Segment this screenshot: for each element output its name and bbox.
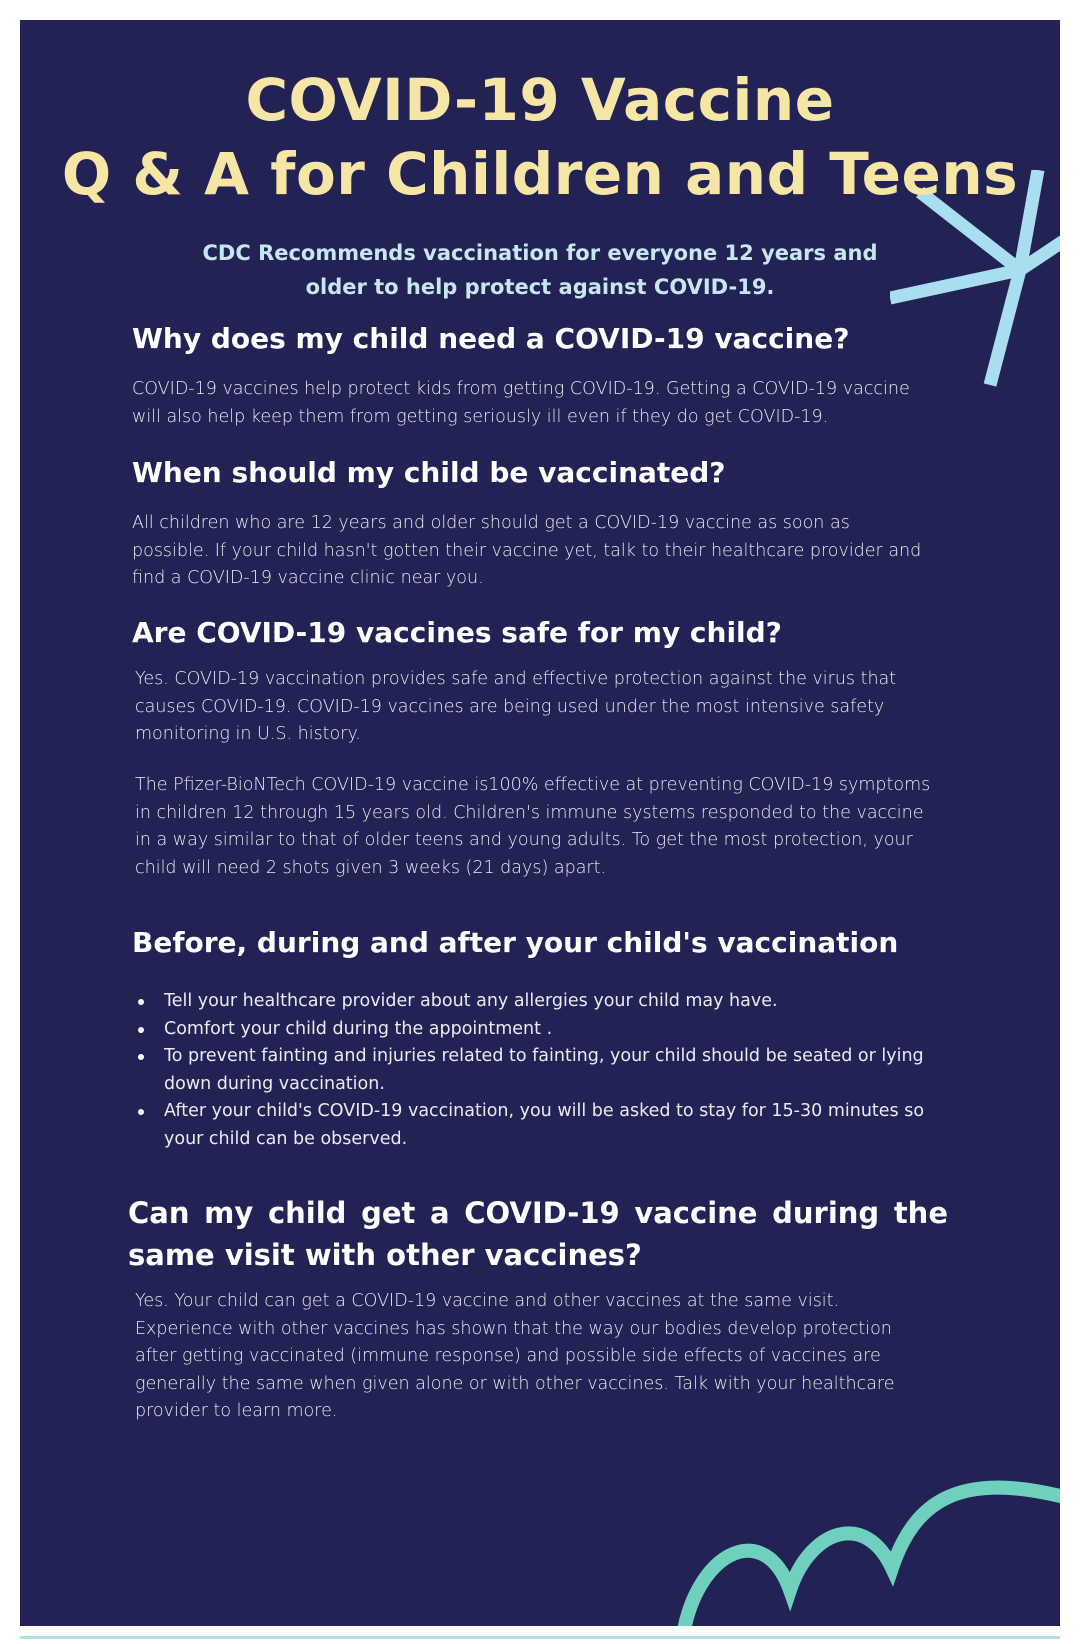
question-why-vaccine: Why does my child need a COVID-19 vaccine? xyxy=(132,322,850,355)
list-item: To prevent fainting and injuries related to fainting, your child should be seated or lying down during vaccination. xyxy=(136,1043,936,1098)
answer-vaccine-safe: Yes. COVID-19 vaccination provides safe and effective protection against the virus that causes COVID-19. COVID-19 vaccines are being used under the most intensive safety monitoring in U.S. history. xyxy=(135,669,897,744)
list-item: After your child's COVID-19 vaccination, you will be asked to stay for 15-30 minutes so your child can be observed. xyxy=(136,1098,936,1153)
question-vaccine-safe: Are COVID-19 vaccines safe for my child? xyxy=(132,616,782,649)
title-line-2: Q & A for Children and Teens xyxy=(61,140,1019,208)
list-item: Tell your healthcare provider about any allergies your child may have. xyxy=(136,988,936,1016)
answer-pfizer-effectiveness: The Pfizer-BioNTech COVID-19 vaccine is100% effective at preventing COVID-19 symptoms in children 12 through 15 years old. Children's immune systems responded to the vaccine in a way similar to that of older teens and young adults. To get the most protection, your child will need 2 shots given 3 weeks (21 days) apart. xyxy=(135,775,931,878)
list-item: Comfort your child during the appointment . xyxy=(136,1016,936,1044)
question-before-during-after: Before, during and after your child's vaccination xyxy=(132,926,899,959)
bottom-divider xyxy=(20,1636,1060,1639)
answer-when-vaccinated: All children who are 12 years and older should get a COVID-19 vaccine as soon as possible. If your child hasn't gotten their vaccine yet, talk to their healthcare provider and find a COVID-19 vaccine clinic near you. xyxy=(132,513,922,588)
question-when-vaccinated: When should my child be vaccinated? xyxy=(132,456,726,489)
poster xyxy=(20,20,1060,1626)
question-same-visit: Can my child get a COVID-19 vaccine during the same visit with other vaccines? xyxy=(128,1196,948,1272)
subtitle: CDC Recommends vaccination for everyone 12 years and older to help protect against COVID-19. xyxy=(202,241,878,299)
title-line-1: COVID-19 Vaccine xyxy=(245,66,835,134)
vaccination-tips-list xyxy=(136,988,936,1153)
wave-decoration xyxy=(660,1480,1060,1626)
answer-why-vaccine: COVID-19 vaccines help protect kids from getting COVID-19. Getting a COVID-19 vaccine will also help keep them from getting seriously ill even if they do get COVID-19. xyxy=(132,379,910,427)
answer-same-visit: Yes. Your child can get a COVID-19 vaccine and other vaccines at the same visit. Experience with other vaccines has shown that the way our bodies develop protection after getting vaccinated (immune response) and possible side effects of vaccines are generally the same when given alone or with other vaccines. Talk with your healthcare provider to learn more. xyxy=(135,1291,895,1421)
